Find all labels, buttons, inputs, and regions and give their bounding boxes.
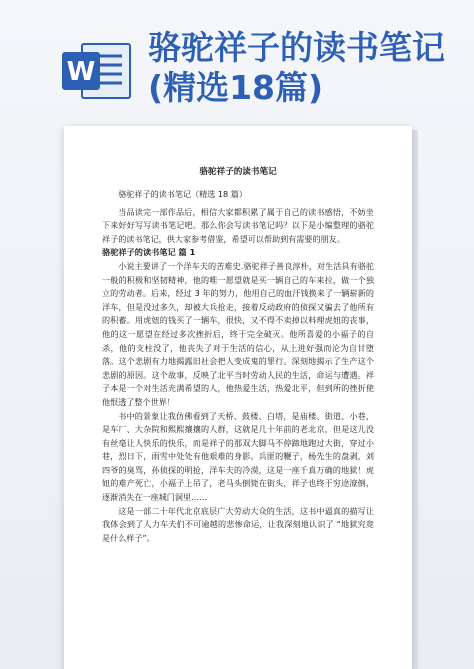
svg-text:W: W	[66, 57, 96, 87]
word-document-icon	[60, 38, 134, 104]
document-page	[64, 126, 412, 669]
header-title: 骆驼祥子的读书笔记(精选18篇)	[148, 28, 445, 107]
body-paragraph: 小说主要讲了一个洋车夫的苦难史.骆驼祥子善良淳朴，对生活具有骆驼一般的积极和坚韧精神，他的唯一愿望就是买一辆自己的车来拉，做一个独立的劳动者。后来，经过 3 年的努力，他用自己的血汗钱换来了一辆崭新的洋车，但是没过多久，却被大兵抢走，接着反动政府的侦探又骗去了他所有的积蓄。用虎妞的钱买了一辆车，很快，又不得不卖掉以料理虎妞的丧事，他的这一愿望在经过多次挫折后，终于完全破灭。他所喜爱的小福子的自杀，他的支柱没了，他丧失了对于生活的信心，从上进好强而沦为自甘堕落。这个悲剧有力地揭露旧社会把人变成鬼的罪行。深刻地揭示了生产这个悲剧的原因。这个故事，反映了北平当时劳动人民的生活，命运与遭遇。祥子本是一个对生活充满希望的人，他热爱生活，热爱北平，但到所的挫折使他恨透了整个世界！	[102, 260, 374, 407]
intro-paragraph: 当品读完一部作品后，相信大家都积累了属于自己的读书感悟，不妨坐下来好好写写读书笔记吧。那么你会写读书笔记吗？以下是小编整理的骆驼祥子的读书笔记，供大家参考借鉴，希望可以帮助到有需要的朋友。	[102, 206, 374, 244]
body-paragraph: 书中的景象让我仿佛看到了天桥、鼓楼、白塔，是庙楼、街道、小巷，是车厂、大杂院和熙熙攘攘的人群，这就是几十年前的老北京，但是这儿没有丝毫让人快乐的快乐，而是祥子的那双大脚马不停蹄地跑过大街，穿过小巷，烈日下，雨雪中处处有他艰难的身影。兵匪的鞭子，杨先生的盘剥，刘四爷的臭骂，孙侦探的明抢，洋车夫的冷漠，这是一座千真万确的地狱！虎妞的难产死亡，小福子上吊了，老马头倒毙在街头，祥子也终于穷途潦倒，逐渐消失在一座城门洞里……	[102, 410, 374, 503]
section-heading: 骆驼祥子的读书笔记 篇 1	[102, 247, 196, 258]
body-paragraph: 这是一部二十年代北京底层广大劳动大众的生活，这书中逼真的描写让我体会到了人力车夫们不可逾越的悲惨命运，让我深刻地认识了 “地狱究竟是什么样子”。	[102, 505, 374, 543]
document-title: 骆驼祥子的读书笔记	[199, 167, 277, 177]
document-subtitle: 骆驼祥子的读书笔记（精选 18 篇）	[118, 189, 247, 199]
